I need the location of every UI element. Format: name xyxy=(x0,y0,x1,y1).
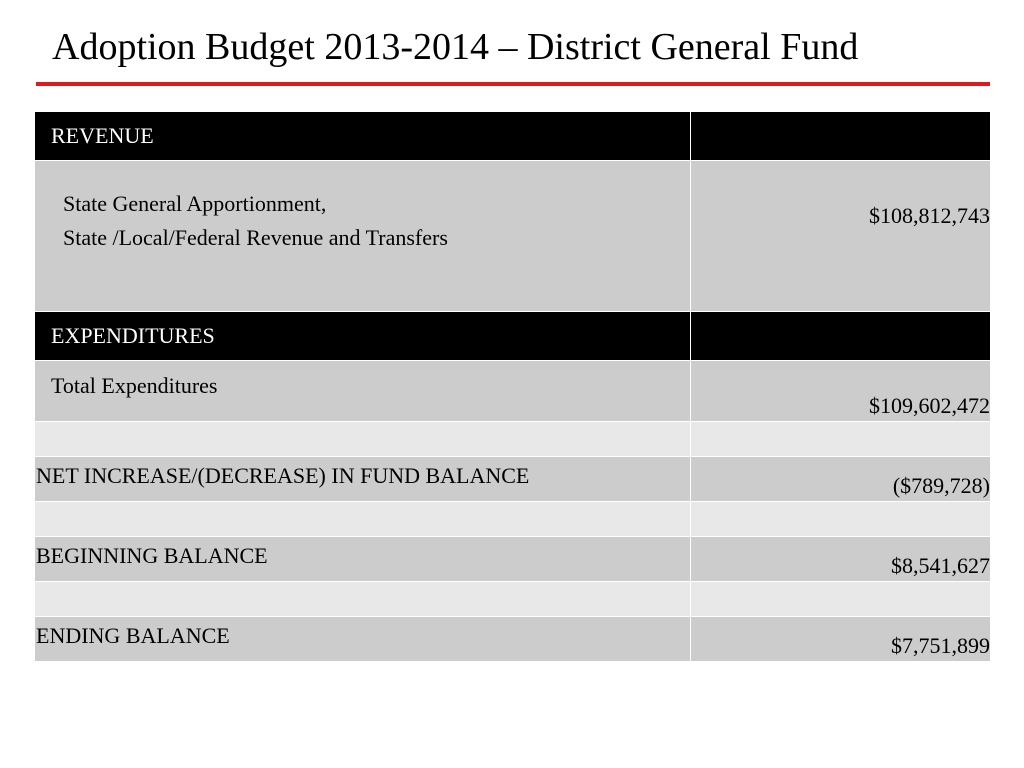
slide-title: Adoption Budget 2013-2014 – District General Fund xyxy=(52,26,859,68)
net-change-value: ($789,728) xyxy=(691,457,991,502)
ending-balance-label: ENDING BALANCE xyxy=(35,617,691,662)
spacer-cell xyxy=(35,422,691,457)
beginning-balance-value: $8,541,627 xyxy=(691,537,991,582)
spacer-cell xyxy=(35,502,691,537)
total-expenditures-row xyxy=(35,361,991,422)
spacer-cell xyxy=(691,502,991,537)
revenue-header-row xyxy=(35,112,991,161)
spacer-cell xyxy=(691,422,991,457)
spacer-row xyxy=(35,502,991,537)
ending-balance-row xyxy=(35,617,991,662)
spacer-cell xyxy=(691,582,991,617)
revenue-label-line-2: State /Local/Federal Revenue and Transfers xyxy=(63,225,448,250)
expenditures-header-row xyxy=(35,312,991,361)
beginning-balance-label: BEGINNING BALANCE xyxy=(35,537,691,582)
net-change-label: NET INCREASE/(DECREASE) IN FUND BALANCE xyxy=(35,457,691,502)
expenditures-header-label: EXPENDITURES xyxy=(35,312,691,361)
ending-balance-value: $7,751,899 xyxy=(691,617,991,662)
revenue-label xyxy=(35,161,691,312)
total-expenditures-label: Total Expenditures xyxy=(35,361,691,422)
revenue-value: $108,812,743 xyxy=(691,161,991,312)
expenditures-header-value xyxy=(691,312,991,361)
revenue-label-line-1: State General Apportionment, xyxy=(63,191,327,216)
title-underline xyxy=(36,82,990,86)
revenue-header-label: REVENUE xyxy=(35,112,691,161)
revenue-header-value xyxy=(691,112,991,161)
budget-table xyxy=(34,111,991,662)
total-expenditures-value: $109,602,472 xyxy=(691,361,991,422)
revenue-row xyxy=(35,161,991,312)
beginning-balance-row xyxy=(35,537,991,582)
spacer-cell xyxy=(35,582,691,617)
spacer-row xyxy=(35,582,991,617)
net-change-row xyxy=(35,457,991,502)
spacer-row xyxy=(35,422,991,457)
